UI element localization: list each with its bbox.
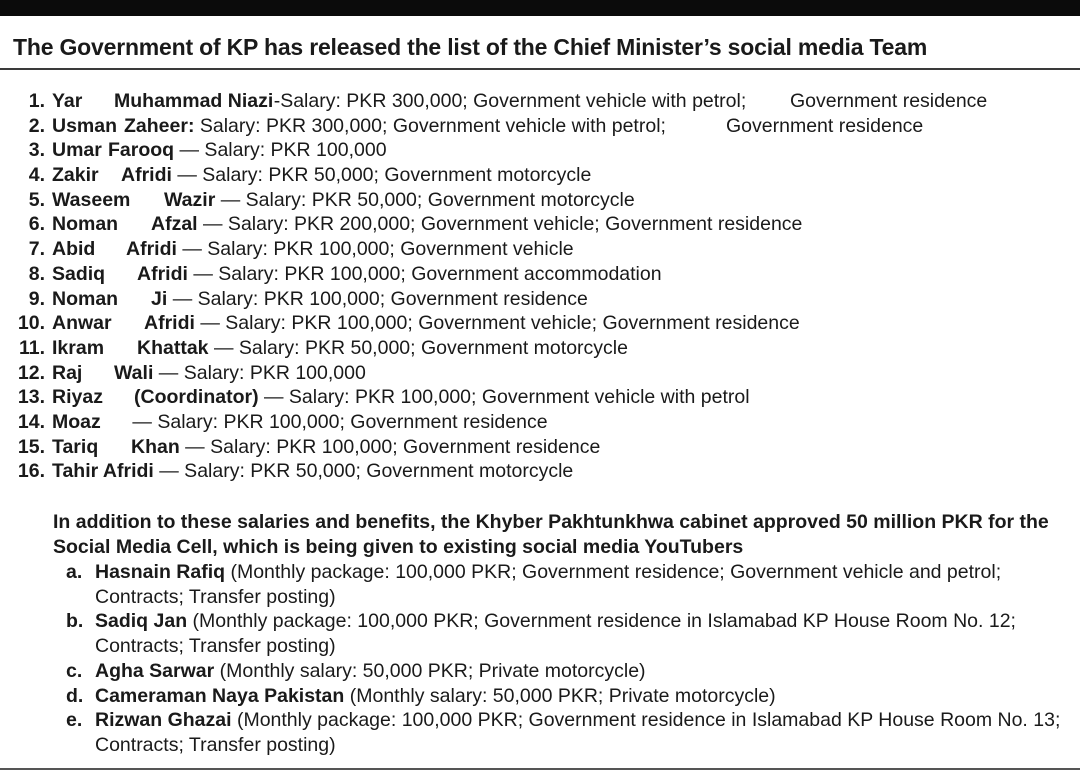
bottom-divider [0, 768, 1080, 770]
item-detail: — Salary: PKR 50,000; Government motorcycle [220, 188, 635, 211]
list-item [0, 212, 802, 237]
first-name: Waseem [52, 188, 131, 211]
item-detail: — Salary: PKR 100,000; Government vehicle; Government residence [200, 312, 800, 335]
item-number: 5. [28, 188, 45, 211]
list-item [0, 684, 1065, 709]
list-item [0, 659, 1065, 684]
item-tail: Government residence [790, 90, 988, 112]
item-number: 8. [28, 262, 45, 285]
youtuber-name: Sadiq Jan [95, 610, 188, 633]
item-number: 16. [17, 460, 45, 483]
list-item [0, 311, 802, 336]
first-name: Noman [52, 213, 119, 236]
item-detail: — Salary: PKR 100,000; Government accommodation [193, 262, 662, 285]
item-number: 2. [28, 114, 45, 137]
list-item [0, 385, 802, 410]
item-letter: b. [66, 610, 84, 633]
last-name: Khattak [137, 336, 209, 359]
youtuber-name: Agha Sarwar [95, 659, 215, 682]
first-name: Zakir [52, 164, 99, 187]
item-number: 15. [17, 435, 45, 458]
list-item [0, 188, 802, 213]
item-letter: a. [66, 561, 83, 583]
item-number: 12. [17, 361, 45, 384]
list-item [0, 336, 802, 361]
item-number: 9. [28, 287, 45, 310]
youtuber-detail: (Monthly salary: 50,000 PKR; Private motorcycle) [349, 684, 776, 707]
youtuber-list [0, 560, 1065, 758]
top-border [0, 0, 1080, 16]
list-item [0, 435, 802, 460]
last-name: Afridi [121, 164, 172, 187]
list-item [0, 138, 802, 163]
list-item [0, 560, 1065, 609]
item-number: 4. [28, 164, 45, 187]
last-name: (Coordinator) [134, 386, 259, 409]
item-detail: — Salary: PKR 100,000; Government vehicle [182, 238, 574, 261]
youtuber-detail: (Monthly package: 100,000 PKR; Government residence in Islamabad KP House Room No. 12; Contracts; Transfer posting) [95, 610, 1016, 658]
list-item [0, 410, 802, 435]
list-item [0, 237, 802, 262]
list-item [0, 708, 1065, 757]
list-item [0, 163, 802, 188]
list-item [0, 262, 802, 287]
list-item [0, 287, 802, 312]
first-name: Tariq [52, 435, 99, 458]
last-name: Zaheer: [124, 114, 195, 137]
item-detail: Salary: PKR 300,000; Government vehicle with petrol; [199, 114, 666, 137]
first-name: Anwar [52, 312, 112, 335]
last-name: Afridi [126, 238, 177, 261]
youtuber-detail: (Monthly salary: 50,000 PKR; Private motorcycle) [219, 659, 646, 682]
item-number: 11. [18, 336, 45, 359]
youtuber-name: Rizwan Ghazai [95, 709, 232, 732]
item-detail: — Salary: PKR 50,000; Government motorcycle [213, 336, 628, 359]
list-item [0, 114, 924, 139]
staff-list [0, 89, 988, 484]
last-name: Muhammad Niazi [114, 90, 274, 112]
last-name: Ji [151, 287, 168, 310]
item-number: 7. [28, 238, 45, 261]
item-letter: d. [66, 684, 84, 707]
item-detail: — Salary: PKR 100,000; Government residence [172, 287, 588, 310]
item-detail: — Salary: PKR 100,000; Government residence [185, 435, 601, 458]
item-detail: — Salary: PKR 100,000; Government residence [132, 410, 548, 433]
item-number: 10. [17, 312, 45, 335]
item-letter: c. [66, 659, 83, 682]
first-name: Sadiq [52, 262, 106, 285]
item-detail: — Salary: PKR 200,000; Government vehicle; Government residence [203, 213, 803, 236]
item-detail: — Salary: PKR 50,000; Government motorcycle [159, 460, 574, 483]
first-name: Usman [52, 114, 118, 137]
first-name: Yar [52, 90, 83, 112]
item-number: 3. [28, 139, 45, 162]
last-name: Wali [114, 361, 154, 384]
item-detail: -Salary: PKR 300,000; Government vehicle with petrol; [273, 90, 747, 112]
youtuber-name: Cameraman Naya Pakistan [95, 684, 345, 707]
first-name: Noman [52, 287, 119, 310]
title-divider [0, 68, 1080, 70]
page-title: The Government of KP has released the list of the Chief Minister’s social media Team [13, 34, 928, 60]
last-name: Afridi [137, 262, 188, 285]
item-number: 1. [28, 90, 45, 112]
list-item [0, 361, 802, 386]
last-name: Afridi [144, 312, 195, 335]
item-tail: Government residence [726, 114, 924, 137]
first-name: Riyaz [52, 386, 103, 409]
first-name: Moaz [52, 410, 101, 433]
item-detail: — Salary: PKR 50,000; Government motorcycle [177, 164, 592, 187]
last-name: Khan [131, 435, 180, 458]
first-name: Raj [52, 361, 83, 384]
list-item [0, 609, 1065, 658]
last-name: Afzal [151, 213, 198, 236]
youtuber-detail: (Monthly package: 100,000 PKR; Government residence; Government vehicle and petrol; Contracts; Transfer posting) [95, 561, 1002, 608]
item-detail: — Salary: PKR 100,000 [158, 361, 366, 384]
first-name: Umar [52, 139, 102, 162]
youtuber-name: Hasnain Rafiq [95, 561, 226, 583]
intro-paragraph: In addition to these salaries and benefits, the Khyber Pakhtunkhwa cabinet approved 50 million PKR for the Social Media Cell, which is being given to existing social media YouTubers [53, 511, 1049, 558]
last-name: Wazir [164, 188, 216, 211]
item-detail: — Salary: PKR 100,000; Government vehicle with petrol [263, 386, 750, 409]
last-name: Farooq [108, 139, 175, 162]
item-number: 6. [28, 213, 45, 236]
first-name: Ikram [52, 336, 105, 359]
item-detail: — Salary: PKR 100,000 [179, 139, 387, 162]
first-name: Tahir Afridi [52, 460, 154, 483]
item-letter: e. [66, 709, 83, 732]
item-number: 13. [17, 386, 45, 409]
first-name: Abid [52, 238, 96, 261]
list-item [0, 459, 802, 484]
list-item [0, 89, 988, 114]
item-number: 14. [17, 410, 45, 433]
youtuber-detail: (Monthly package: 100,000 PKR; Government residence in Islamabad KP House Room No. 13; Contracts; Transfer posting) [95, 709, 1061, 756]
